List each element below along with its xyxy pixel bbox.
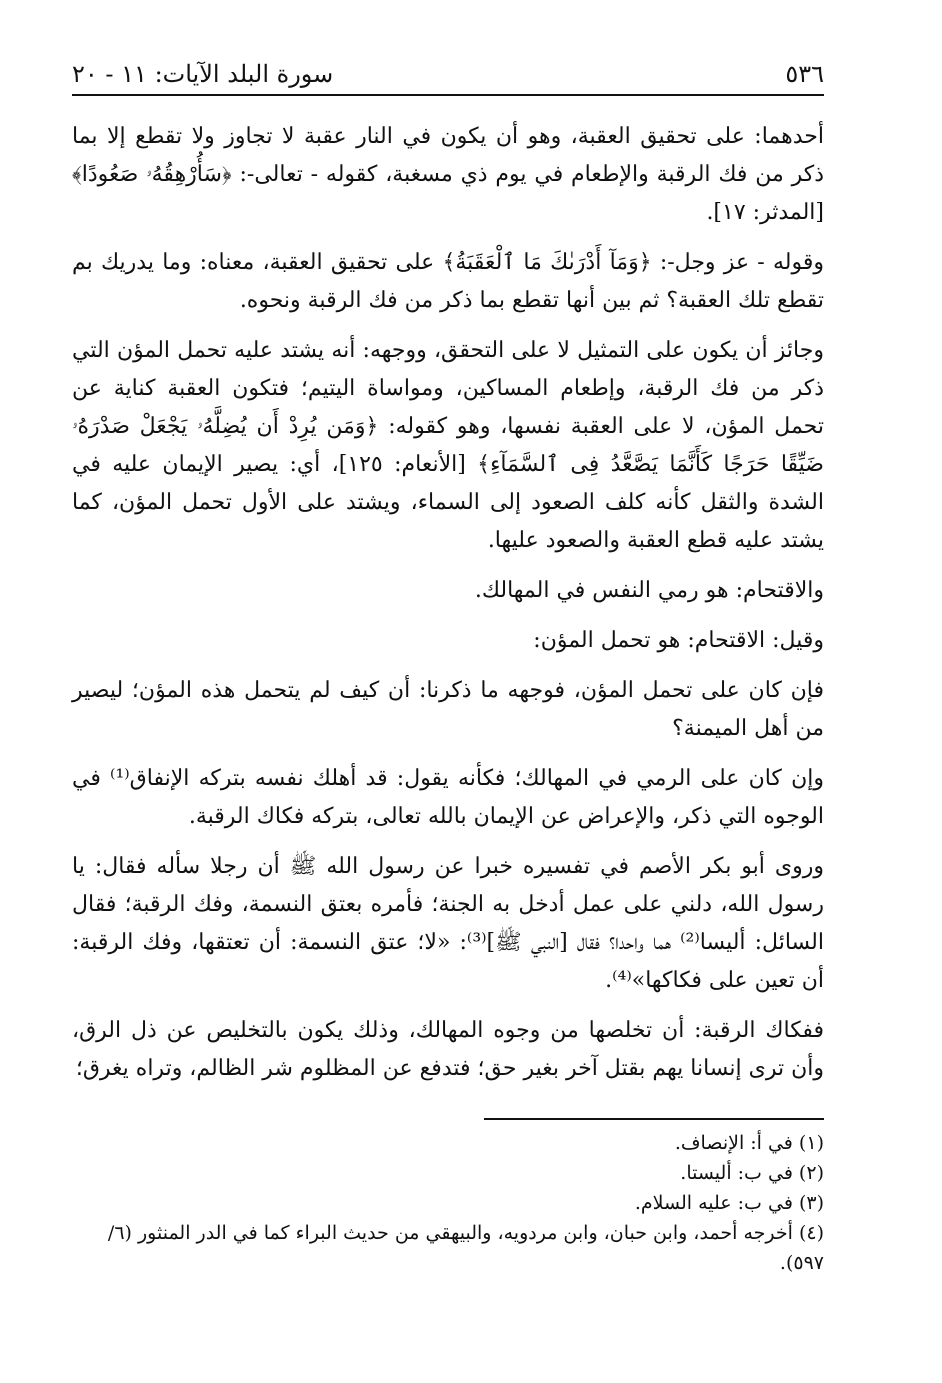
paragraph: وإن كان على الرمي في المهالك؛ فكأنه يقول: قد أهلك نفسه بتركه الإنفاق⁽¹⁾ في الوجوه التي ذكر، والإعراض عن الإيمان بالله تعالى، بتركه فكاك الرقبة.: [72, 766, 824, 829]
footnote: (٣) في ب: عليه السلام.: [634, 1192, 824, 1214]
page-number: ٥٣٦: [785, 60, 824, 88]
footnote: (٢) في ب: أليستا.: [680, 1162, 824, 1184]
paragraph: وروى أبو بكر الأصم في تفسيره خبرا عن رسول الله ﷺ أن رجلا سأله فقال: يا رسول الله، دلني على عمل أدخل به الجنة؛ فأمره بعتق النسمة، وفك الرقبة؛ فقال السائل: أليسا⁽²⁾ هما واحدا؟ فقال [النبي ﷺ]⁽³⁾: «لا؛ عتق النسمة: أن تعتقها، وفك الرقبة: أن تعين على فكاكها»⁽⁴⁾.: [72, 854, 824, 993]
footnote-divider: [484, 1118, 824, 1120]
footnote: (٤) أخرجه أحمد، وابن حبان، وابن مردويه، والبيهقي من حديث البراء كما في الدر المنثور (٦/ ٥٩٧).: [107, 1222, 824, 1274]
paragraph: وجائز أن يكون على التمثيل لا على التحقق، ووجهه: أنه يشتد عليه تحمل المؤن التي ذكر من فك الرقبة، وإطعام المساكين، ومواساة اليتيم؛ فتكون العقبة كناية عن تحمل المؤن، لا على العقبة نفسها، وهو كقوله: ﴿وَمَن يُرِدْ أَن يُضِلَّهُۥ يَجْعَلْ صَدْرَهُۥ ضَيِّقًا حَرَجًا كَأَنَّمَا يَصَّعَّدُ فِى ٱلسَّمَآءِ﴾ [الأنعام: ١٢٥]، أي: يصير الإيمان عليه في الشدة والثقل كأنه كلف الصعود إلى السماء، ويشتد على الأول تحمل المؤن، كما يشتد عليه قطع العقبة والصعود عليها.: [72, 338, 824, 553]
paragraph: أحدهما: على تحقيق العقبة، وهو أن يكون في النار عقبة لا تجاوز ولا تقطع إلا بما ذكر من فك الرقبة والإطعام في يوم ذي مسغبة، كقوله - تعالى-: ﴿سَأُرْهِقُهُۥ صَعُودًا﴾ [المدثر: ١٧].: [72, 124, 824, 225]
footnotes: [90, 1128, 824, 1278]
paragraph: ففكاك الرقبة: أن تخلصها من وجوه المهالك، وذلك يكون بالتخليص عن ذل الرق، وأن ترى إنسانا يهم بقتل آخر بغير حق؛ فتدفع عن المظلوم شر الظالم، وتراه يغرق؛: [72, 1018, 824, 1081]
paragraph: والاقتحام: هو رمي النفس في المهالك.: [474, 578, 824, 603]
main-text: [72, 118, 824, 1100]
running-title: سورة البلد الآيات: ١١ - ٢٠: [72, 60, 334, 88]
paragraph: وقيل: الاقتحام: هو تحمل المؤن:: [533, 628, 824, 653]
paragraph: وقوله - عز وجل-: ﴿وَمَآ أَدْرَىٰكَ مَا ٱلْعَقَبَةُ﴾ على تحقيق العقبة، معناه: وما يدريك بم تقطع تلك العقبة؟ ثم بين أنها تقطع بما ذكر من فك الرقبة ونحوه.: [72, 250, 824, 313]
footnote: (١) في أ: الإنصاف.: [674, 1132, 824, 1154]
paragraph: فإن كان على تحمل المؤن، فوجهه ما ذكرنا: أن كيف لم يتحمل هذه المؤن؛ ليصير من أهل الميمنة؟: [72, 678, 824, 741]
page-header: [72, 58, 824, 96]
